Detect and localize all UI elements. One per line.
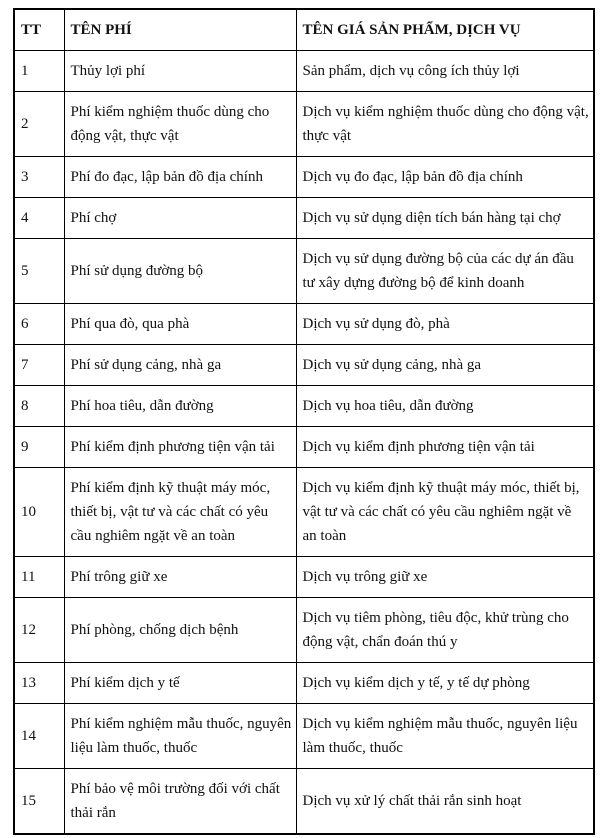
service-name-cell: Dịch vụ sử dụng đò, phà [296,304,594,345]
fee-name-cell: Phí qua đò, qua phà [64,304,296,345]
table-body [14,51,594,835]
service-name-cell: Dịch vụ sử dụng diện tích bán hàng tại chợ [296,198,594,239]
service-name-cell: Dịch vụ xử lý chất thải rắn sinh hoạt [296,769,594,835]
fee-name-cell: Phí kiểm nghiệm mẫu thuốc, nguyên liệu làm thuốc, thuốc [64,704,296,769]
table-row [14,663,594,704]
row-number-cell: 8 [14,386,64,427]
service-name-cell: Dịch vụ đo đạc, lập bản đồ địa chính [296,157,594,198]
row-number-cell: 10 [14,468,64,557]
row-number-cell: 1 [14,51,64,92]
header-cell-service: TÊN GIÁ SẢN PHẨM, DỊCH VỤ [296,9,594,51]
service-name-cell: Dịch vụ hoa tiêu, dẫn đường [296,386,594,427]
table-row [14,598,594,663]
service-name-cell: Dịch vụ kiểm định kỹ thuật máy móc, thiết bị, vật tư và các chất có yêu cầu nghiêm ngặt về an toàn [296,468,594,557]
row-number-cell: 12 [14,598,64,663]
fee-name-cell: Phí kiểm định kỹ thuật máy móc, thiết bị, vật tư và các chất có yêu cầu nghiêm ngặt về an toàn [64,468,296,557]
row-number-cell: 3 [14,157,64,198]
fee-name-cell: Phí trông giữ xe [64,557,296,598]
row-number-cell: 4 [14,198,64,239]
fee-service-table [13,8,595,835]
fee-name-cell: Phí kiểm nghiệm thuốc dùng cho động vật, thực vật [64,92,296,157]
row-number-cell: 7 [14,345,64,386]
table-row [14,304,594,345]
fee-name-cell: Phí đo đạc, lập bản đồ địa chính [64,157,296,198]
service-name-cell: Dịch vụ sử dụng cảng, nhà ga [296,345,594,386]
service-name-cell: Dịch vụ kiểm nghiệm thuốc dùng cho động vật, thực vật [296,92,594,157]
fee-name-cell: Phí chợ [64,198,296,239]
header-cell-tt: TT [14,9,64,51]
row-number-cell: 15 [14,769,64,835]
fee-name-cell: Thủy lợi phí [64,51,296,92]
service-name-cell: Dịch vụ kiểm định phương tiện vận tải [296,427,594,468]
table-row [14,386,594,427]
header-row [14,9,594,51]
row-number-cell: 2 [14,92,64,157]
table-row [14,468,594,557]
table-row [14,51,594,92]
service-name-cell: Dịch vụ sử dụng đường bộ của các dự án đầu tư xây dựng đường bộ để kinh doanh [296,239,594,304]
fee-name-cell: Phí sử dụng đường bộ [64,239,296,304]
table-row [14,92,594,157]
service-name-cell: Sản phẩm, dịch vụ công ích thủy lợi [296,51,594,92]
table-row [14,769,594,835]
service-name-cell: Dịch vụ kiểm nghiệm mẫu thuốc, nguyên liệu làm thuốc, thuốc [296,704,594,769]
row-number-cell: 6 [14,304,64,345]
row-number-cell: 9 [14,427,64,468]
service-name-cell: Dịch vụ trông giữ xe [296,557,594,598]
service-name-cell: Dịch vụ tiêm phòng, tiêu độc, khử trùng cho động vật, chẩn đoán thú y [296,598,594,663]
row-number-cell: 13 [14,663,64,704]
fee-name-cell: Phí phòng, chống dịch bệnh [64,598,296,663]
fee-name-cell: Phí kiểm dịch y tế [64,663,296,704]
row-number-cell: 5 [14,239,64,304]
row-number-cell: 11 [14,557,64,598]
fee-name-cell: Phí bảo vệ môi trường đối với chất thải rắn [64,769,296,835]
row-number-cell: 14 [14,704,64,769]
table-row [14,704,594,769]
table-row [14,427,594,468]
header-cell-fee: TÊN PHÍ [64,9,296,51]
fee-name-cell: Phí sử dụng cảng, nhà ga [64,345,296,386]
fee-name-cell: Phí hoa tiêu, dẫn đường [64,386,296,427]
service-name-cell: Dịch vụ kiểm dịch y tế, y tế dự phòng [296,663,594,704]
table-row [14,345,594,386]
table-row [14,198,594,239]
fee-name-cell: Phí kiểm định phương tiện vận tải [64,427,296,468]
table-row [14,557,594,598]
table-row [14,157,594,198]
table-row [14,239,594,304]
